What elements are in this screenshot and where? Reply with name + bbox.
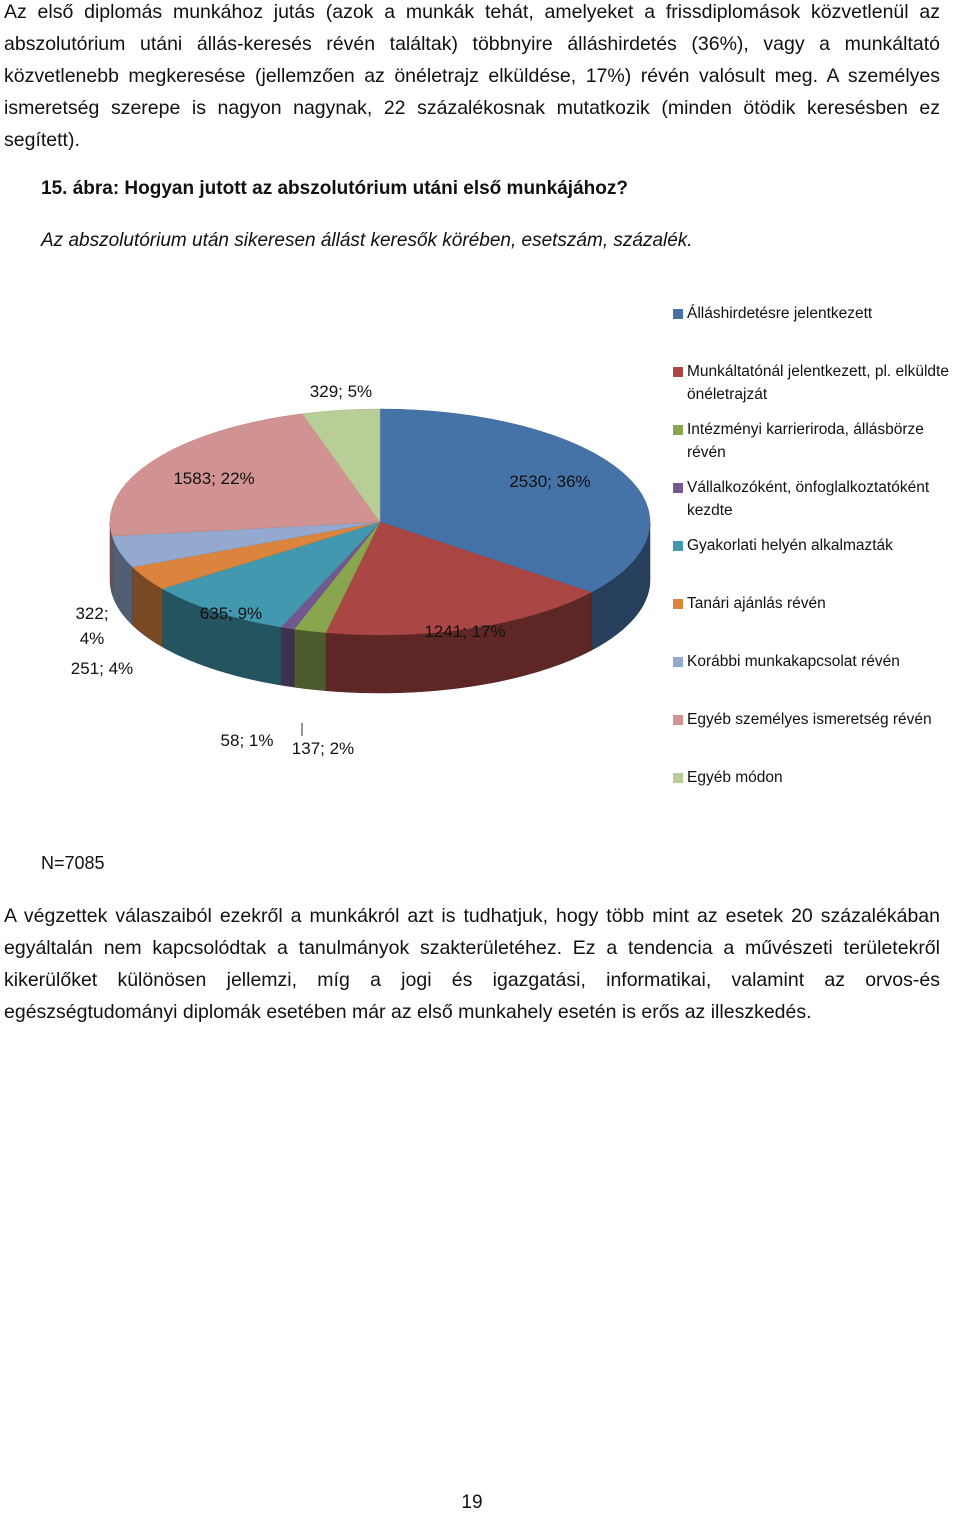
legend-item-1 [673, 360, 960, 406]
sample-size-note: N=7085 [41, 853, 105, 873]
intro-paragraph: Az első diplomás munkához jutás (azok a munkák tehát, amelyeket a frissdiplomások közvetlenül az abszolutórium utáni állás-keresés révén találtak) többnyire álláshirdetés (36%), vagy a munkáltató közvetlenebb megkeresése (jellemzően az önéletrajz elküldése, 17%) révén valósult meg. A személyes ismeretség szerepe is nagyon nagynak, 22 százalékosnak mutatkozik (minden ötödik keresésben ez segített). [4, 1, 940, 151]
closing-paragraph: A végzettek válaszaiból ezekről a munkákról azt is tudhatjuk, hogy több mint az esetek 20 százalékában egyáltalán nem kapcsolódtak a tanulmányok szakterületéhez. Ez a tendencia a művészeti területekről kikerülőket különösen jellemzi, míg a jogi és igazgatási, informatikai, valamint az orvos-és egészségtudományi diplomák esetében már az első munkahely esetén is erős az illeszkedés. [4, 905, 940, 1023]
data-label-6: 322; 4% [75, 604, 109, 648]
data-label-1: 1241; 17% [424, 622, 506, 641]
data-label-2: 137; 2% [291, 739, 355, 758]
data-label-7: 1583; 22% [173, 469, 255, 488]
legend-label-2: Intézményi karrieriroda, állásbörze révén [687, 421, 924, 461]
page-number: 19 [461, 1492, 483, 1513]
legend-swatch-1 [673, 367, 683, 377]
legend-swatch-8 [673, 773, 683, 783]
legend-label-6: Korábbi munkakapcsolat révén [687, 653, 900, 670]
legend-swatch-4 [673, 541, 683, 551]
legend-item-2 [673, 418, 960, 464]
figure-subtitle: Az abszolutórium után sikeresen állást keresők körében, esetszám, százalék. [41, 230, 693, 251]
legend-label-7: Egyéb személyes ismeretség révén [687, 711, 932, 728]
legend-swatch-2 [673, 425, 683, 435]
legend-swatch-7 [673, 715, 683, 725]
legend-label-3: Vállalkozóként, önfoglalkoztatóként kezdte [687, 479, 930, 519]
legend-label-1: Munkáltatónál jelentkezett, pl. elküldte önéletrajzát [687, 363, 949, 403]
pie-chart [0, 280, 670, 810]
legend-item-3 [673, 476, 960, 522]
data-label-0: 2530; 36% [509, 472, 591, 491]
legend-item-0 [673, 302, 960, 325]
legend-swatch-0 [673, 309, 683, 319]
data-label-4: 635; 9% [199, 604, 263, 623]
legend-label-5: Tanári ajánlás révén [687, 595, 826, 612]
legend-item-7 [673, 708, 960, 731]
pie-side-3 [281, 627, 294, 687]
legend-label-0: Álláshirdetésre jelentkezett [687, 305, 873, 322]
legend-swatch-5 [673, 599, 683, 609]
figure-title: 15. ábra: Hogyan jutott az abszolutórium utáni első munkájához? [41, 178, 628, 199]
data-label-3: 58; 1% [220, 731, 274, 750]
legend-swatch-3 [673, 483, 683, 493]
legend-item-4 [673, 534, 960, 557]
pie-side-2 [294, 629, 326, 691]
legend-item-5 [673, 592, 960, 615]
legend-item-6 [673, 650, 960, 673]
legend-item-8 [673, 766, 960, 789]
legend-label-8: Egyéb módon [687, 769, 783, 786]
data-label-8: 329; 5% [309, 382, 373, 401]
legend-label-4: Gyakorlati helyén alkalmazták [687, 537, 893, 554]
data-label-5: 251; 4% [70, 659, 134, 678]
legend-swatch-6 [673, 657, 683, 667]
